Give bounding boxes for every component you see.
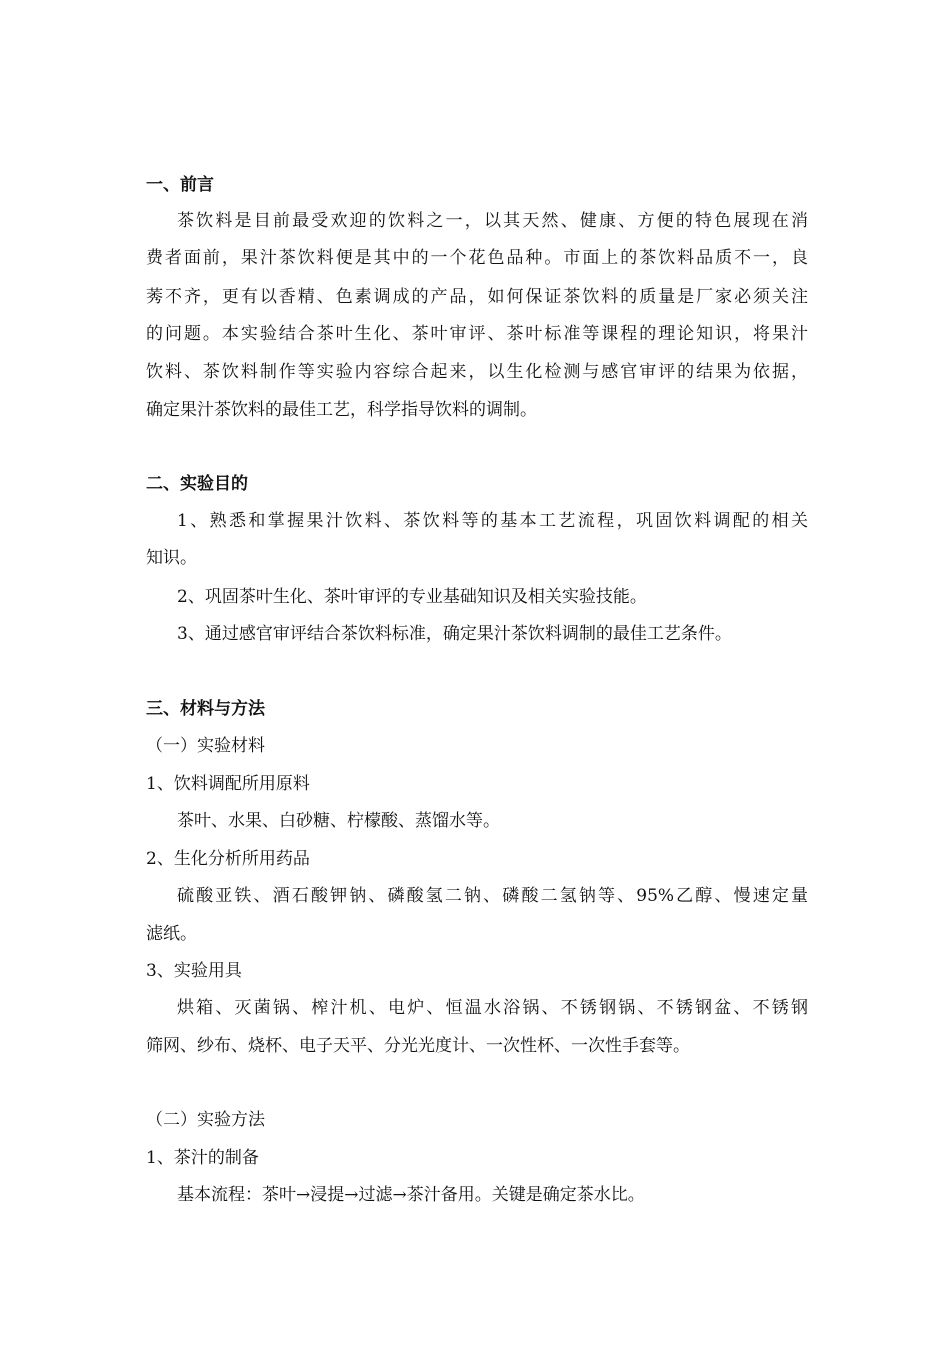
section-heading-purpose: 二、实验目的 xyxy=(146,474,248,494)
purpose-item-3: 3、通过感官审评结合茶饮料标准，确定果汁茶饮料调制的最佳工艺条件。 xyxy=(177,624,732,644)
purpose-item-1: 1、熟悉和掌握果汁饮料、茶饮料等的基本工艺流程，巩固饮料调配的相关 xyxy=(177,511,808,531)
paragraph-line: 确定果汁茶饮料的最佳工艺，科学指导饮料的调制。 xyxy=(146,400,537,420)
section-heading-materials: 三、材料与方法 xyxy=(146,699,265,719)
materials-item-1-body: 茶叶、水果、白砂糖、柠檬酸、蒸馏水等。 xyxy=(177,811,500,831)
materials-item-2-body-continued: 滤纸。 xyxy=(146,924,197,944)
purpose-item-1-continued: 知识。 xyxy=(146,548,197,568)
section-heading-preface: 一、前言 xyxy=(146,175,214,195)
materials-item-3-body: 烘箱、灭菌锅、榨汁机、电炉、恒温水浴锅、不锈钢锅、不锈钢盆、不锈钢 xyxy=(177,998,808,1018)
paragraph-line: 费者面前，果汁茶饮料便是其中的一个花色品种。市面上的茶饮料品质不一，良 xyxy=(146,248,808,268)
materials-item-2-title: 2、生化分析所用药品 xyxy=(146,849,310,869)
paragraph-line: 的问题。本实验结合茶叶生化、茶叶审评、茶叶标准等课程的理论知识，将果汁 xyxy=(146,324,808,344)
method-item-1-body: 基本流程：茶叶→浸提→过滤→茶汁备用。关键是确定茶水比。 xyxy=(177,1185,645,1205)
materials-item-3-title: 3、实验用具 xyxy=(146,961,242,981)
materials-item-2-body: 硫酸亚铁、酒石酸钾钠、磷酸氢二钠、磷酸二氢钠等、95%乙醇、慢速定量 xyxy=(177,886,808,906)
paragraph-line: 茶饮料是目前最受欢迎的饮料之一，以其天然、健康、方便的特色展现在消 xyxy=(177,211,808,231)
method-item-1-title: 1、茶汁的制备 xyxy=(146,1148,259,1168)
paragraph-line: 莠不齐，更有以香精、色素调成的产品，如何保证茶饮料的质量是厂家必须关注 xyxy=(146,287,808,307)
materials-item-1-title: 1、饮料调配所用原料 xyxy=(146,774,310,794)
subsection-heading-materials: （一）实验材料 xyxy=(146,736,265,756)
materials-item-3-body-continued: 筛网、纱布、烧杯、电子天平、分光光度计、一次性杯、一次性手套等。 xyxy=(146,1036,690,1056)
purpose-item-2: 2、巩固茶叶生化、茶叶审评的专业基础知识及相关实验技能。 xyxy=(177,587,647,607)
paragraph-line: 饮料、茶饮料制作等实验内容综合起来，以生化检测与感官审评的结果为依据， xyxy=(146,362,808,382)
subsection-heading-methods: （二）实验方法 xyxy=(146,1110,265,1130)
